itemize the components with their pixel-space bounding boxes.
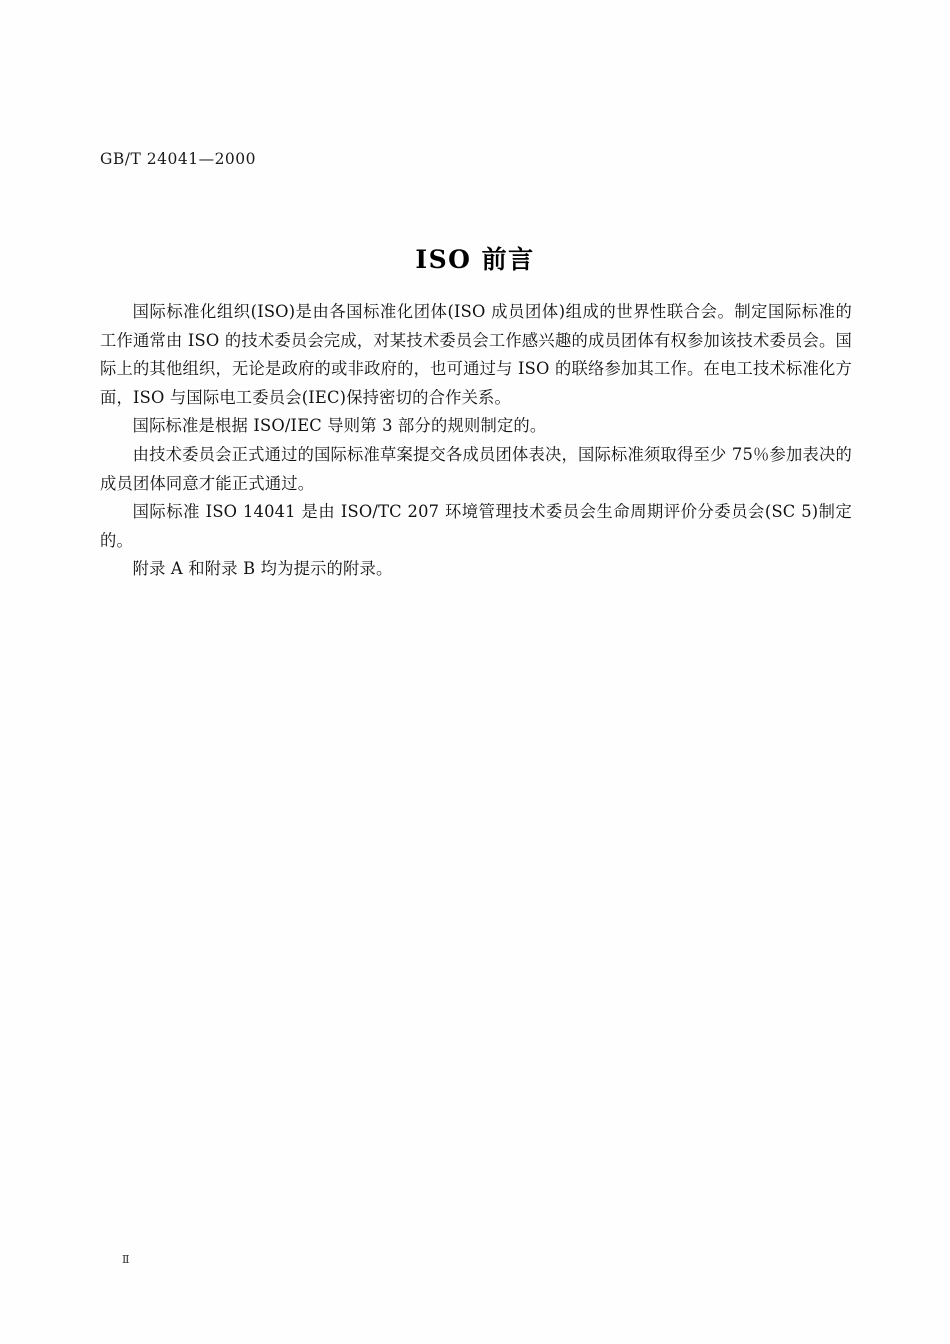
paragraph: 附录 A 和附录 B 均为提示的附录。 bbox=[132, 559, 393, 579]
page-number: Ⅱ bbox=[122, 1253, 130, 1266]
paragraph: 由技术委员会正式通过的国际标准草案提交各成员团体表决，国际标准须取得至少 75％参加表决的成员团体同意才能正式通过。 bbox=[100, 444, 852, 493]
paragraph: 国际标准是根据 ISO/IEC 导则第 3 部分的规则制定的。 bbox=[132, 416, 547, 436]
body-text bbox=[100, 298, 852, 584]
paragraph: 国际标准 ISO 14041 是由 ISO/TC 207 环境管理技术委员会生命周期评价分委员会(SC 5)制定的。 bbox=[100, 502, 852, 550]
paragraph: 国际标准化组织(ISO)是由各国标准化团体(ISO 成员团体)组成的世界性联合会。制定国际标准的工作通常由 ISO 的技术委员会完成，对某技术委员会工作感兴趣的成员团体有权参加该技术委员会。国际上的其他组织，无论是政府的或非政府的，也可通过与 ISO 的联络参加其工作。在电工技术标准化方面，ISO 与国际电工委员会(IEC)保持密切的合作关系。 bbox=[100, 302, 852, 407]
standard-code-header: GB/T 24041—2000 bbox=[100, 150, 257, 168]
page-title: ISO 前言 bbox=[415, 245, 535, 274]
